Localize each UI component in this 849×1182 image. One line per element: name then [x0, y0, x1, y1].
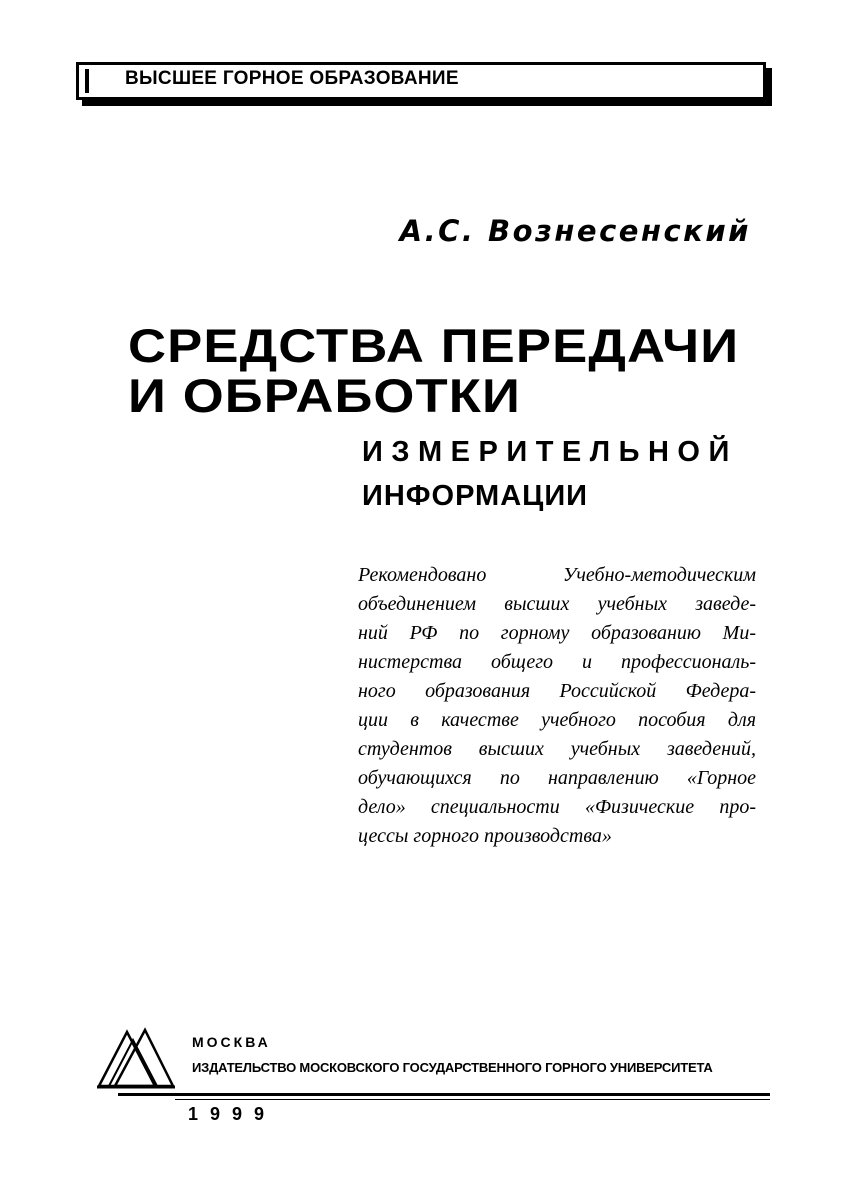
recommendation-line: объединением высших учебных заведе- — [358, 593, 756, 615]
recommendation-line: цессы горного производства» — [358, 825, 612, 847]
book-title-line-2: И ОБРАБОТКИ — [128, 369, 521, 422]
recommendation-line: ного образования Российской Федера- — [358, 680, 756, 702]
publisher-city: МОСКВА — [192, 1034, 271, 1050]
series-title: ВЫСШЕЕ ГОРНОЕ ОБРАЗОВАНИЕ — [125, 68, 459, 89]
recommendation-line: студентов высших учебных заведений, — [358, 738, 756, 760]
recommendation-line: ции в качестве учебного пособия для — [358, 709, 756, 731]
book-subtitle-line-2: ИНФОРМАЦИИ — [362, 480, 589, 512]
series-banner — [76, 62, 766, 100]
recommendation-line: обучающихся по направлению «Горное — [358, 767, 756, 789]
recommendation-line: нистерства общего и профессиональ- — [358, 651, 756, 673]
publisher-name: ИЗДАТЕЛЬСТВО МОСКОВСКОГО ГОСУДАРСТВЕННОГО ГОРНОГО УНИВЕРСИТЕТА — [192, 1060, 713, 1075]
recommendation-text — [358, 561, 756, 851]
banner-inner-rule — [85, 69, 89, 93]
recommendation-line: дело» специальности «Физические про- — [358, 796, 756, 818]
publication-year: 1999 — [188, 1104, 277, 1124]
double-triangle-logo-icon — [97, 1026, 175, 1090]
book-title-line-1: СРЕДСТВА ПЕРЕДАЧИ — [128, 319, 740, 372]
recommendation-line: Рекомендовано Учебно-методическим — [358, 564, 756, 586]
publisher-rule-thin — [175, 1099, 770, 1100]
book-subtitle-line-1: ИЗМЕРИТЕЛЬНОЙ — [362, 436, 738, 468]
author-name: А.С. Вознесенский — [399, 214, 751, 248]
recommendation-line: ний РФ по горному образованию Ми- — [358, 622, 756, 644]
publisher-rule — [118, 1093, 770, 1096]
